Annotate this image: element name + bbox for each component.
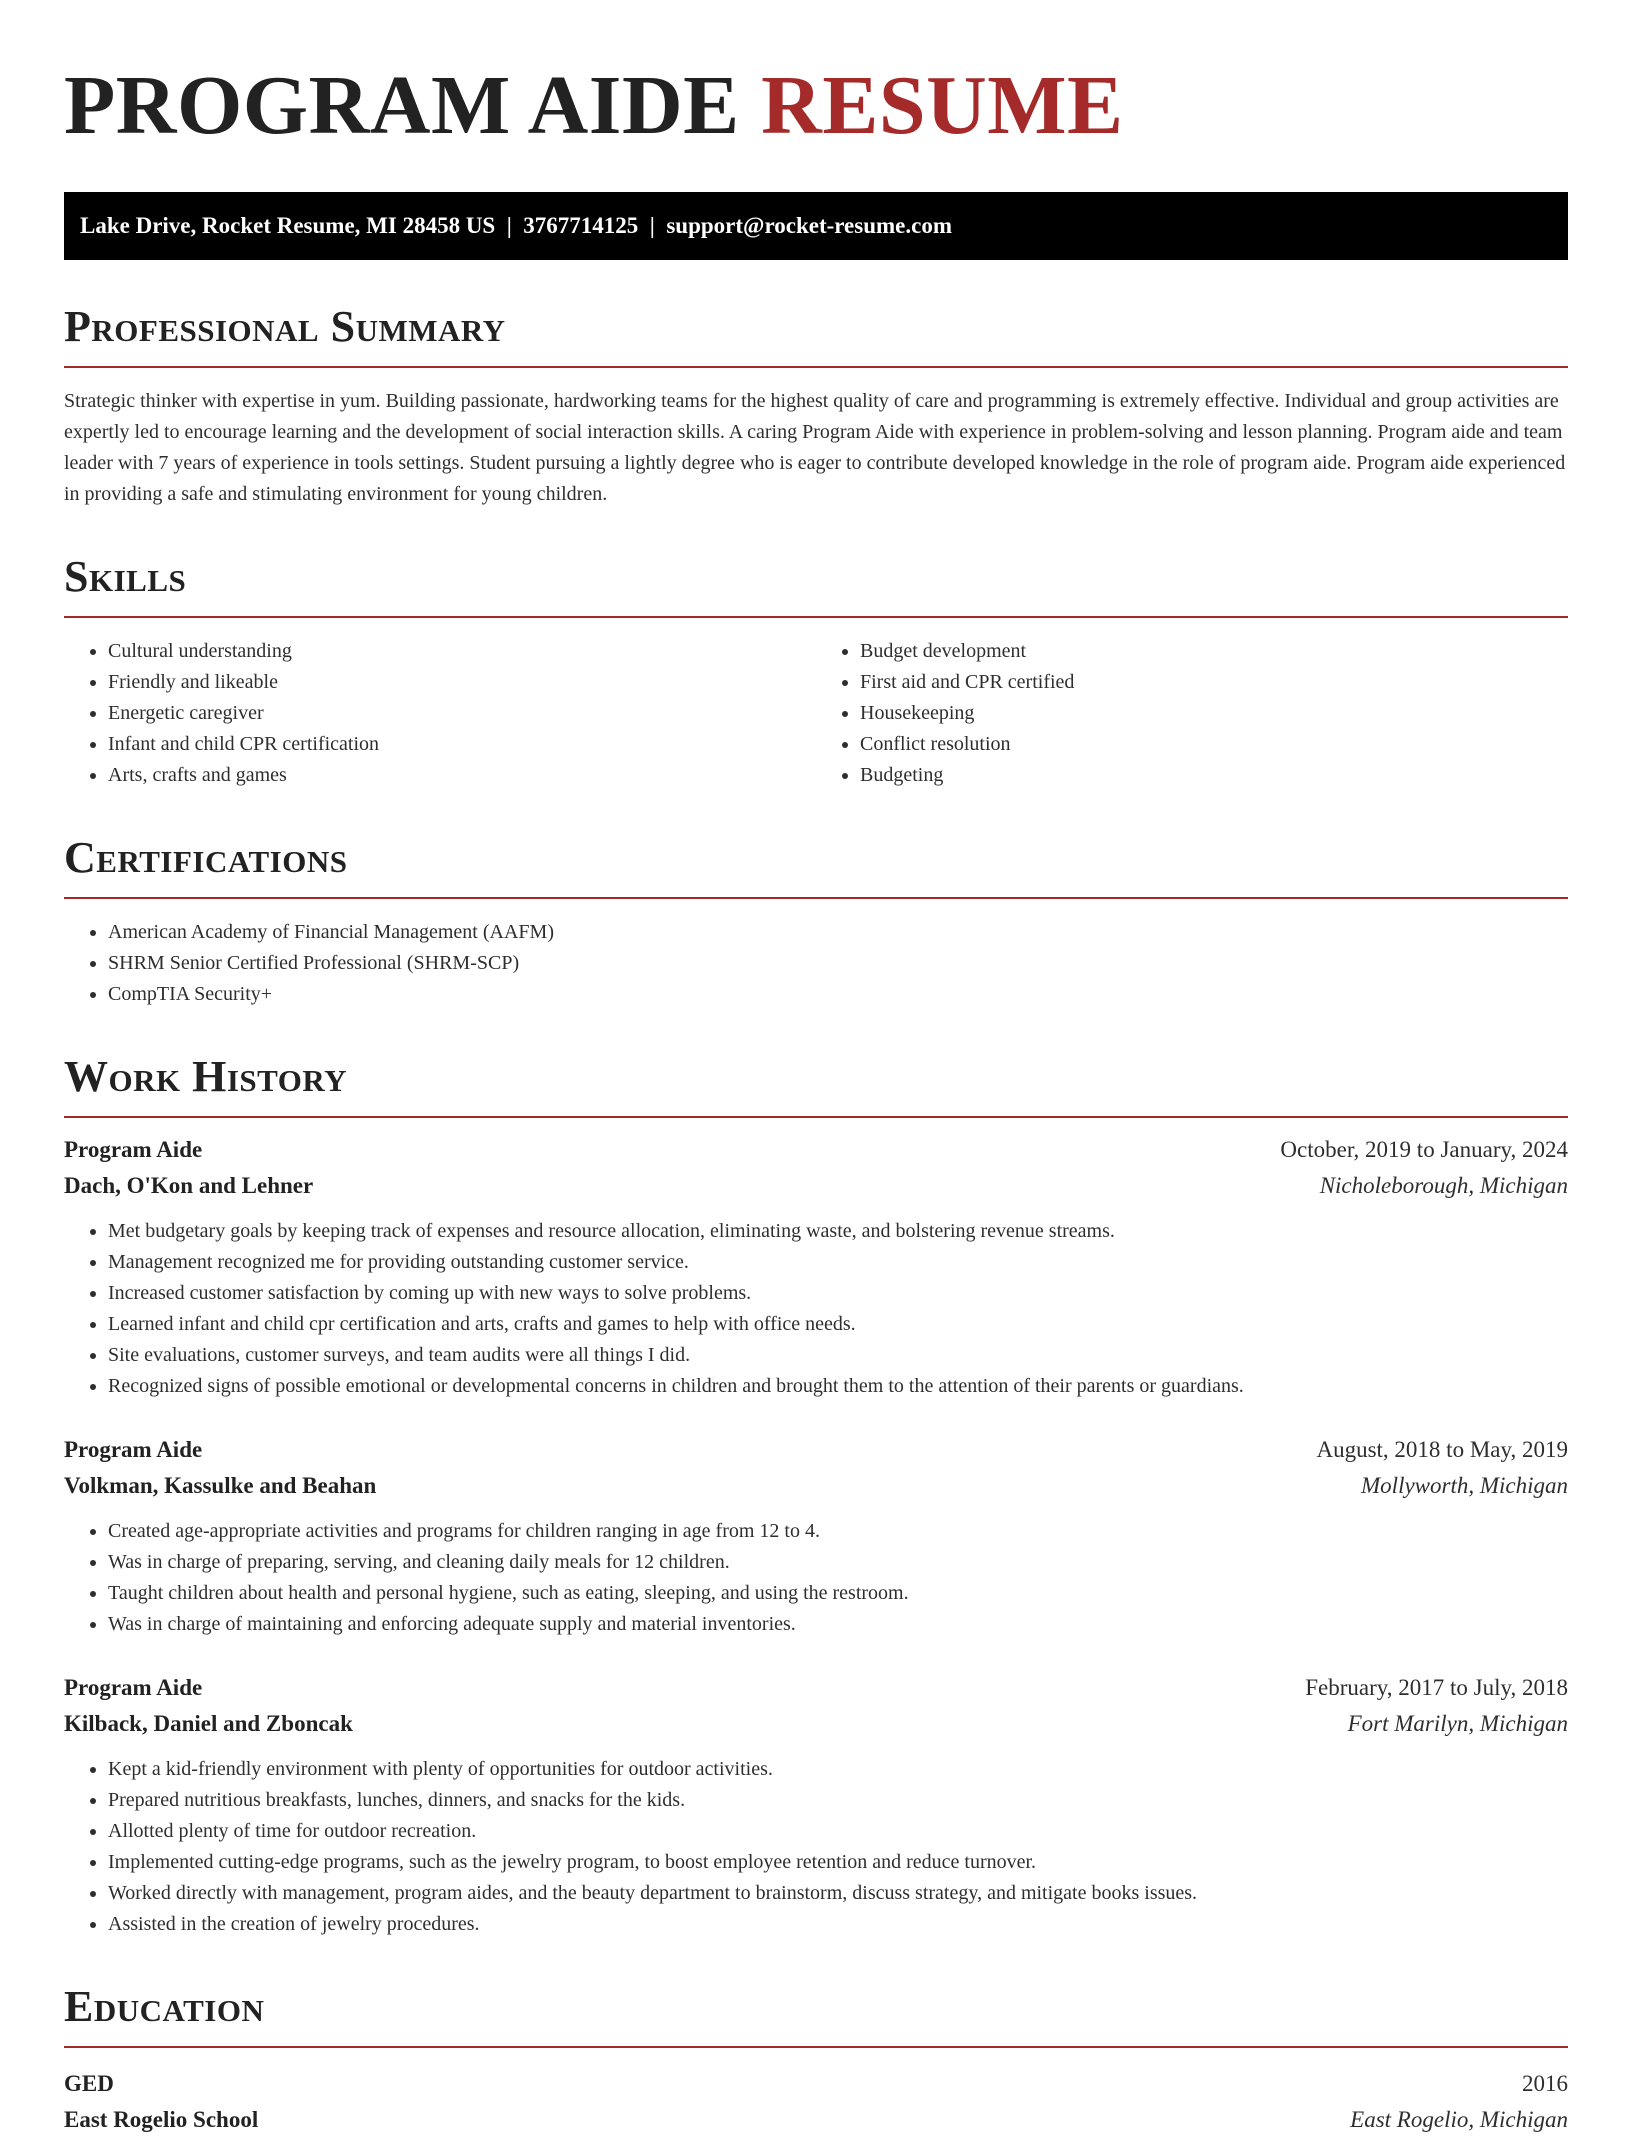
skill-item: • Arts, crafts and games	[108, 760, 816, 791]
skill-item: • Conflict resolution	[860, 729, 1568, 760]
skill-item: • Housekeeping	[860, 698, 1568, 729]
job-bullet: • Was in charge of maintaining and enforcing adequate supply and material inventories.	[108, 1609, 1568, 1640]
skills-grid	[64, 636, 1568, 791]
section-divider	[64, 897, 1568, 899]
job-company-row	[64, 1168, 1568, 1204]
education-school: East Rogelio School	[64, 2107, 259, 2132]
work-history-section	[64, 1052, 1568, 1940]
certification-item: • SHRM Senior Certified Professional (SHRM-SCP)	[108, 948, 1568, 979]
job-entry	[64, 1432, 1568, 1640]
job-dates: August, 2018 to May, 2019	[1316, 1437, 1568, 1462]
skills-list-right	[816, 636, 1568, 791]
section-divider	[64, 1116, 1568, 1118]
job-title: Program Aide	[64, 1137, 203, 1162]
job-bullet: • Management recognized me for providing outstanding customer service.	[108, 1247, 1568, 1278]
work-history-heading: Work History	[64, 1052, 348, 1101]
job-bullet: • Taught children about health and personal hygiene, such as eating, sleeping, and using the restroom.	[108, 1578, 1568, 1609]
section-divider	[64, 616, 1568, 618]
skill-item: • Energetic caregiver	[108, 698, 816, 729]
job-company-row	[64, 1706, 1568, 1742]
certification-item: • American Academy of Financial Management (AAFM)	[108, 917, 1568, 948]
job-header-row	[64, 1432, 1568, 1468]
job-bullet: • Increased customer satisfaction by coming up with new ways to solve problems.	[108, 1278, 1568, 1309]
job-entry	[64, 1670, 1568, 1940]
job-bullets	[64, 1516, 1568, 1640]
skills-section	[64, 552, 1568, 791]
skill-item: • Budget development	[860, 636, 1568, 667]
summary-section	[64, 302, 1568, 510]
job-bullet: • Was in charge of preparing, serving, and cleaning daily meals for 12 children.	[108, 1547, 1568, 1578]
job-header-row	[64, 1132, 1568, 1168]
job-header-row	[64, 1670, 1568, 1706]
certifications-list	[64, 917, 1568, 1010]
education-heading: Education	[64, 1982, 265, 2031]
education-section	[64, 1982, 1568, 2138]
job-bullet: • Allotted plenty of time for outdoor recreation.	[108, 1816, 1568, 1847]
job-company-row	[64, 1468, 1568, 1504]
job-bullet: • Learned infant and child cpr certification and arts, crafts and games to help with office needs.	[108, 1309, 1568, 1340]
skills-list-left	[64, 636, 816, 791]
skill-item: • Cultural understanding	[108, 636, 816, 667]
job-company: Kilback, Daniel and Zboncak	[64, 1711, 353, 1736]
education-school-row	[64, 2102, 1568, 2138]
education-degree: GED	[64, 2071, 114, 2096]
section-divider	[64, 2046, 1568, 2048]
certifications-heading: Certifications	[64, 833, 348, 882]
job-company: Dach, O'Kon and Lehner	[64, 1173, 314, 1198]
job-bullet: • Kept a kid-friendly environment with plenty of opportunities for outdoor activities.	[108, 1754, 1568, 1785]
resume-title	[64, 56, 1568, 152]
job-bullet: • Met budgetary goals by keeping track of expenses and resource allocation, eliminating waste, and bolstering revenue streams.	[108, 1216, 1568, 1247]
skill-item: • Budgeting	[860, 760, 1568, 791]
job-bullet: • Created age-appropriate activities and programs for children ranging in age from 12 to 4.	[108, 1516, 1568, 1547]
summary-text: Strategic thinker with expertise in yum. Building passionate, hardworking teams for the highest quality of care and programming is extremely effective. Individual and group activities are expertly led to encourage learning and the development of social interaction skills. A caring Program Aide with experience in problem-solving and lesson planning. Program aide and team leader with 7 years of experience in tools settings. Student pursuing a lightly degree who is eager to contribute developed knowledge in the role of program aide. Program aide experienced in providing a safe and stimulating environment for young children.	[64, 390, 1566, 505]
contact-info: Lake Drive, Rocket Resume, MI 28458 US | 3767714125 | support@rocket-resume.com	[80, 213, 952, 238]
job-dates: February, 2017 to July, 2018	[1305, 1675, 1568, 1700]
job-bullet: • Assisted in the creation of jewelry procedures.	[108, 1909, 1568, 1940]
title-accent: RESUME	[761, 59, 1124, 152]
certification-item: • CompTIA Security+	[108, 979, 1568, 1010]
skill-item: • Infant and child CPR certification	[108, 729, 816, 760]
education-degree-row	[64, 2066, 1568, 2102]
job-bullet: • Prepared nutritious breakfasts, lunches, dinners, and snacks for the kids.	[108, 1785, 1568, 1816]
education-year: 2016	[1522, 2071, 1568, 2096]
job-bullet: • Worked directly with management, program aides, and the beauty department to brainstorm, discuss strategy, and mitigate books issues.	[108, 1878, 1568, 1909]
job-company: Volkman, Kassulke and Beahan	[64, 1473, 377, 1498]
job-bullets	[64, 1754, 1568, 1940]
summary-heading: Professional Summary	[64, 302, 506, 351]
contact-bar	[64, 192, 1568, 260]
skills-heading: Skills	[64, 552, 187, 601]
job-bullets	[64, 1216, 1568, 1402]
skill-item: • Friendly and likeable	[108, 667, 816, 698]
job-title: Program Aide	[64, 1437, 203, 1462]
job-bullet: • Recognized signs of possible emotional or developmental concerns in children and brought them to the attention of their parents or guardians.	[108, 1371, 1568, 1402]
title-main: PROGRAM AIDE	[64, 59, 762, 152]
job-title: Program Aide	[64, 1675, 203, 1700]
skill-item: • First aid and CPR certified	[860, 667, 1568, 698]
section-divider	[64, 366, 1568, 368]
education-location: East Rogelio, Michigan	[1350, 2107, 1568, 2132]
job-location: Mollyworth, Michigan	[1361, 1473, 1568, 1498]
job-bullet: • Site evaluations, customer surveys, and team audits were all things I did.	[108, 1340, 1568, 1371]
job-entry	[64, 1132, 1568, 1402]
job-dates: October, 2019 to January, 2024	[1280, 1137, 1568, 1162]
job-bullet: • Implemented cutting-edge programs, such as the jewelry program, to boost employee retention and reduce turnover.	[108, 1847, 1568, 1878]
job-location: Nicholeborough, Michigan	[1319, 1173, 1568, 1198]
certifications-section	[64, 833, 1568, 1010]
job-location: Fort Marilyn, Michigan	[1347, 1711, 1568, 1736]
